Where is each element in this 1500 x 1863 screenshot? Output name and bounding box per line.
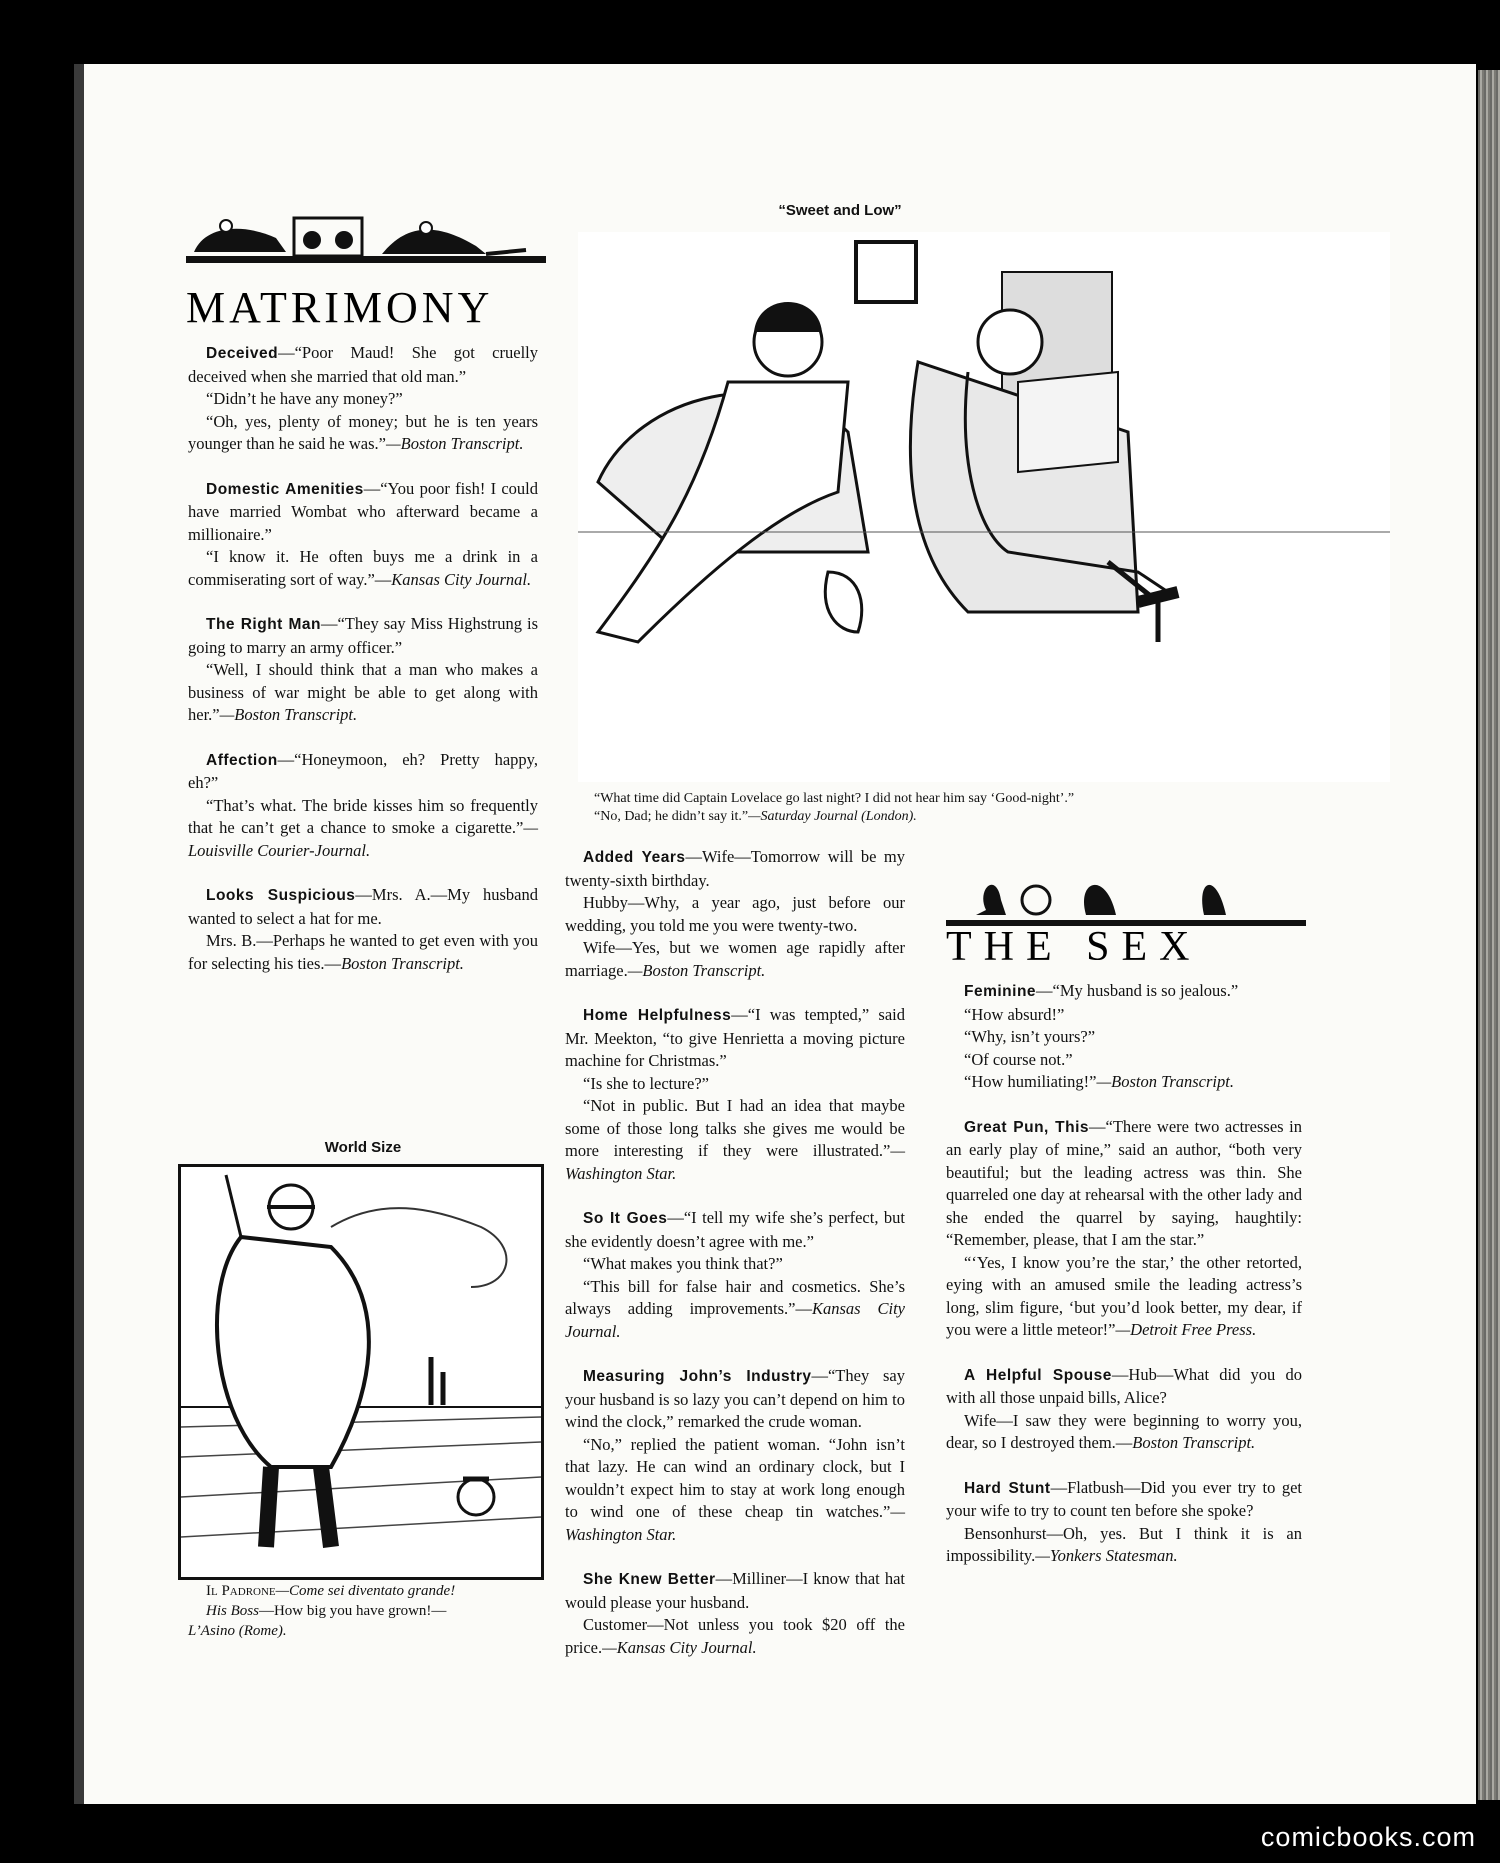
joke-heading: Added Years bbox=[583, 849, 686, 866]
joke-text: “Oh, yes, plenty of money; but he is ten years younger than he said he was.” bbox=[188, 411, 538, 453]
joke-heading: She Knew Better bbox=[583, 1571, 716, 1588]
joke-line bbox=[188, 411, 538, 456]
joke-line bbox=[565, 1276, 905, 1344]
joke-line bbox=[565, 1004, 905, 1073]
joke-middle-4 bbox=[565, 1365, 905, 1546]
joke-source: Boston Transcript. bbox=[1132, 1433, 1256, 1452]
joke-heading: Home Helpfulness bbox=[583, 1007, 732, 1024]
joke-left-2 bbox=[188, 478, 538, 592]
caption-2-label: His Boss bbox=[206, 1603, 259, 1619]
sweet-and-low-cartoon bbox=[578, 232, 1390, 782]
joke-line bbox=[946, 1364, 1302, 1410]
joke-right-1 bbox=[946, 980, 1302, 1094]
sweet-and-low-title: “Sweet and Low” bbox=[778, 202, 902, 219]
joke-left-1 bbox=[188, 342, 538, 456]
page-edge bbox=[1478, 70, 1500, 1800]
joke-right-3 bbox=[946, 1364, 1302, 1455]
joke-source: —Washington Star. bbox=[565, 1502, 905, 1544]
joke-heading: Looks Suspicious bbox=[206, 887, 356, 904]
caption-source: L’Asino (Rome). bbox=[188, 1623, 287, 1639]
joke-text: “‘Yes, I know you’re the star,’ the other retorted, eying with an amused smile the leading actress’s long, slim figure, ‘but you’d look better, my dear, if you were a little meteor!” bbox=[946, 1252, 1302, 1339]
joke-line bbox=[946, 1049, 1302, 1072]
joke-text: —“I was tempted,” said Mr. Meekton, “to give Henrietta a moving picture machine for Christmas.” bbox=[565, 1005, 906, 1070]
joke-line bbox=[565, 1614, 905, 1659]
joke-text: “Is she to lecture?” bbox=[583, 1073, 709, 1093]
joke-source: —Boston Transcript. bbox=[1096, 1072, 1234, 1091]
world-size-title: World Size bbox=[324, 1139, 402, 1156]
joke-text: “Didn’t he have any money?” bbox=[206, 389, 403, 408]
joke-left-4 bbox=[188, 749, 538, 863]
joke-heading: Domestic Amenities bbox=[206, 480, 364, 498]
watermark: comicbooks.com bbox=[1260, 1822, 1476, 1852]
joke-line bbox=[565, 1207, 905, 1253]
joke-text: Hubby—Why, a year ago, just before our wedding, you told me you were twenty-two. bbox=[565, 893, 905, 935]
joke-line bbox=[946, 1477, 1302, 1523]
joke-source: —Boston Transcript. bbox=[219, 705, 358, 724]
joke-heading: So It Goes bbox=[583, 1210, 668, 1227]
world-size-caption bbox=[188, 1581, 538, 1641]
joke-left-3 bbox=[188, 613, 538, 727]
joke-line bbox=[565, 1568, 905, 1614]
joke-line bbox=[188, 795, 538, 863]
joke-heading: Hard Stunt bbox=[964, 1479, 1051, 1497]
joke-heading: Deceived bbox=[206, 345, 279, 362]
joke-line bbox=[188, 388, 538, 411]
joke-text: “I know it. He often buys me a drink in a commiserating sort of way.”— bbox=[188, 547, 538, 589]
right-column bbox=[946, 980, 1302, 1590]
joke-heading: A Helpful Spouse bbox=[964, 1366, 1112, 1384]
joke-line bbox=[565, 1073, 905, 1096]
joke-text: —“There were two actresses in an early play of mine,” said an author, “both very beautiful; but the leading actress was thin. She quarreled one day at rehearsal with the other lady and she ended the quarrel by saying, haughtily: “Remember, please, that I am the star.” bbox=[946, 1116, 1302, 1249]
joke-source: Boston Transcript. bbox=[341, 953, 464, 973]
caption-1-label: Il Padrone bbox=[206, 1583, 276, 1599]
left-column bbox=[188, 342, 538, 997]
joke-line bbox=[188, 546, 538, 591]
matrimony-title: MATRIMONY bbox=[186, 283, 494, 332]
joke-line bbox=[188, 884, 538, 930]
joke-line bbox=[946, 1004, 1302, 1027]
joke-line bbox=[188, 613, 538, 659]
joke-text: —“My husband is so jealous.” bbox=[1036, 981, 1239, 1000]
magazine-page bbox=[84, 64, 1476, 1804]
joke-text: —“Poor Maud! She got cruelly deceived when she married that old man.” bbox=[188, 343, 538, 386]
joke-source: —Yonkers Statesman. bbox=[1035, 1546, 1178, 1565]
joke-heading: Measuring John’s Industry bbox=[583, 1368, 812, 1385]
joke-line bbox=[946, 1071, 1302, 1094]
joke-source: —Kansas City Journal. bbox=[602, 1637, 757, 1657]
joke-text: Customer—Not unless you took $20 off the price. bbox=[565, 1615, 905, 1657]
joke-line bbox=[946, 1252, 1302, 1342]
joke-heading: The Right Man bbox=[206, 616, 321, 633]
joke-source: —Louisville Courier-Journal. bbox=[188, 818, 538, 860]
caption-daughter: “No, Dad; he didn’t say it.” bbox=[594, 809, 749, 824]
joke-middle-2 bbox=[565, 1004, 905, 1185]
joke-left-5 bbox=[188, 884, 538, 975]
joke-line bbox=[946, 1116, 1302, 1252]
joke-text: —Hub—What did you do with all those unpaid bills, Alice? bbox=[946, 1364, 1302, 1407]
joke-source: Kansas City Journal. bbox=[565, 1299, 905, 1341]
joke-right-2 bbox=[946, 1116, 1302, 1342]
matrimony-header-illustration bbox=[186, 204, 546, 334]
joke-line bbox=[565, 1095, 905, 1185]
joke-text: Wife—Yes, but we women age rapidly after marriage. bbox=[565, 938, 905, 980]
joke-text: —Wife—Tomorrow will be my twenty-sixth birthday. bbox=[565, 847, 905, 890]
sweet-and-low-caption bbox=[594, 790, 1334, 826]
joke-text: “Why, isn’t yours?” bbox=[964, 1027, 1096, 1046]
the-sex-header-illustration bbox=[946, 840, 1396, 960]
joke-text: “That’s what. The bride kisses him so frequently that he can’t get a chance to smoke a cigarette.” bbox=[188, 795, 538, 837]
joke-text: “Of course not.” bbox=[964, 1049, 1073, 1069]
joke-source: —Boston Transcript. bbox=[627, 960, 766, 980]
joke-text: —“Honeymoon, eh? Pretty happy, eh?” bbox=[188, 749, 538, 792]
joke-text: —Milliner—I know that hat would please your husband. bbox=[565, 1569, 905, 1612]
joke-text: “How humiliating!” bbox=[964, 1072, 1097, 1091]
joke-text: “Not in public. But I had an idea that maybe some of those long talks she gives me would be more interesting if they were illustrated.” bbox=[565, 1096, 905, 1160]
joke-line bbox=[946, 1523, 1302, 1568]
joke-line bbox=[565, 846, 905, 892]
joke-source: —Boston Transcript. bbox=[385, 434, 524, 453]
joke-heading: Feminine bbox=[964, 983, 1037, 1000]
joke-source: —Washington Star. bbox=[565, 1141, 905, 1183]
joke-line bbox=[565, 1365, 905, 1434]
joke-text: —“You poor fish! I could have married Wombat who afterward became a millionaire.” bbox=[188, 478, 538, 544]
joke-text: “How absurd!” bbox=[964, 1004, 1065, 1024]
joke-middle-1 bbox=[565, 846, 905, 982]
joke-line bbox=[946, 1026, 1302, 1049]
caption-2-text: —How big you have grown!— bbox=[258, 1603, 447, 1619]
joke-text: —“They say your husband is so lazy you can’t depend on him to wind the clock,” remarked the crude woman. bbox=[565, 1366, 905, 1431]
caption-1-text: —Come sei diventato grande! bbox=[275, 1583, 456, 1599]
joke-text: —“I tell my wife she’s perfect, but she evidently doesn’t agree with me.” bbox=[565, 1208, 905, 1251]
joke-text: —Mrs. A.—My husband wanted to select a hat for me. bbox=[188, 885, 538, 928]
joke-heading: Great Pun, This bbox=[964, 1118, 1090, 1136]
joke-line bbox=[188, 659, 538, 727]
joke-text: “Well, I should think that a man who makes a business of war might be able to get along with her.” bbox=[188, 660, 538, 724]
joke-text: —“They say Miss Highstrung is going to marry an army officer.” bbox=[188, 614, 538, 657]
caption-source-top: —Saturday Journal (London). bbox=[748, 809, 917, 824]
joke-middle-5 bbox=[565, 1568, 905, 1659]
joke-heading: Affection bbox=[206, 751, 278, 769]
caption-father: “What time did Captain Lovelace go last night? I did not hear him say ‘Good-night’.” bbox=[594, 791, 1075, 806]
joke-middle-3 bbox=[565, 1207, 905, 1343]
joke-text: Wife—I saw they were beginning to worry you, dear, so I destroyed them.— bbox=[946, 1410, 1302, 1452]
middle-column bbox=[565, 846, 905, 1681]
joke-text: Mrs. B.—Perhaps he wanted to get even with you for selecting his ties.— bbox=[188, 931, 538, 973]
joke-text: —Flatbush—Did you ever try to get your wife to try to count ten before she spoke? bbox=[946, 1477, 1302, 1520]
world-size-cartoon bbox=[178, 1164, 544, 1580]
joke-line bbox=[188, 930, 538, 975]
the-sex-title: THE SEX bbox=[946, 924, 1202, 960]
joke-source: Kansas City Journal. bbox=[391, 569, 532, 589]
joke-line bbox=[565, 892, 905, 937]
joke-line bbox=[565, 1434, 905, 1547]
joke-line bbox=[188, 478, 538, 547]
joke-line bbox=[565, 937, 905, 982]
joke-line bbox=[565, 1253, 905, 1276]
joke-right-4 bbox=[946, 1477, 1302, 1568]
joke-line bbox=[946, 980, 1302, 1004]
joke-line bbox=[188, 749, 538, 795]
joke-source: —Detroit Free Press. bbox=[1115, 1320, 1257, 1339]
joke-text: “No,” replied the patient woman. “John isn’t that lazy. He can wind an ordinary clock, but I wouldn’t expect him to stay at work long enough to wind one of these cheap tin watches.” bbox=[565, 1434, 905, 1521]
joke-text: “This bill for false hair and cosmetics. She’s always adding improvements.”— bbox=[565, 1276, 905, 1318]
joke-line bbox=[188, 342, 538, 388]
joke-text: “What makes you think that?” bbox=[583, 1254, 783, 1273]
joke-line bbox=[946, 1410, 1302, 1455]
joke-text: Bensonhurst—Oh, yes. But I think it is an impossibility. bbox=[946, 1523, 1302, 1565]
